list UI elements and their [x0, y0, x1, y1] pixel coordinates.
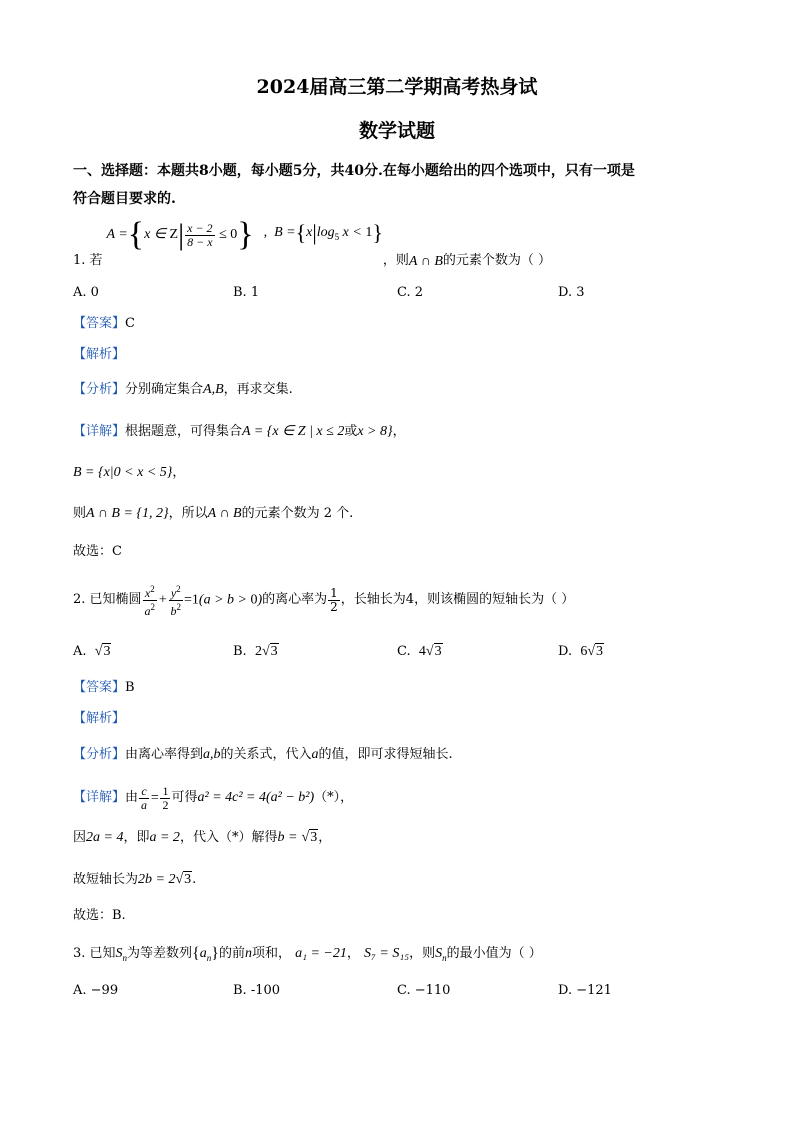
section-heading-line1: 一、选择题：本题共8小题，每小题5分，共40分.在每小题给出的四个选项中，只有一项是 [73, 163, 635, 179]
q2-analysis-tag: 【解析】 [73, 711, 126, 726]
q1-option-c: C. 2 [397, 285, 424, 300]
q1-fenxi: 【分析】分别确定集合A,B，再求交集. [73, 382, 293, 397]
q2-detail-line2: 因2a = 4，即a = 2，代入（*）解得b = √3， [73, 830, 332, 845]
q3-option-d: D. −121 [558, 983, 612, 998]
q2-ellipse-equation: $\frac{x^2}{a^2}$ + $\frac{y^2}{b^2}$ =1(a > b > 0) [144, 583, 263, 618]
q1-stem-end: 的元素个数为（ ） [442, 253, 552, 268]
page-subtitle: 数学试题 [358, 120, 435, 142]
q2-option-a: A. √3 [73, 644, 111, 659]
q1-option-d: D. 3 [558, 285, 585, 300]
q1-tail: ，则 [382, 253, 409, 268]
q2-option-d: D. 6√3 [558, 644, 604, 659]
q3-option-c: C. −110 [397, 983, 451, 998]
q1-analysis-tag: 【解析】 [73, 347, 126, 362]
q1-set-b: , $B =\{x|\log_5$ x < 1} [263, 219, 383, 245]
question-1-stem [73, 216, 551, 272]
question-3-stem: 3. 已知$S_n$为等差数列$\{a_n\}$的前n项和， a₁ = −21， S₇ = S₁₅，则$S_n$的最小值为（ ） [73, 945, 542, 964]
q2-answer: 【答案】B [73, 680, 135, 695]
q1-detail: 【详解】根据题意，可得集合A = {x ∈ Z | x ≤ 2或x > 8}， [73, 424, 406, 439]
q3-option-b: B. -100 [233, 983, 281, 998]
q1-option-b: B. 1 [233, 285, 260, 300]
q1-answer [73, 316, 135, 332]
question-2-stem: 2. 已知椭圆 $\frac{x^2}{a^2}$ + $\frac{y^2}{b^2}$ =1(a > b > 0) 的离心率为 $\frac{1}{2}$ ，长轴长为4，则该椭圆的短轴长为（ ） [73, 583, 575, 618]
q1-intersection: A ∩ B [408, 254, 443, 269]
q1-intersection-result: 则A ∩ B = {1, 2}，所以A ∩ B的元素个数为 2 个. [73, 506, 354, 521]
section-heading-line2: 符合题目要求的. [73, 191, 176, 207]
q1-choose: 故选：C [73, 544, 122, 559]
q2-eccentricity: $\frac{1}{2}$ [330, 585, 338, 614]
q2-choose: 故选：B. [73, 908, 126, 923]
q2-option-c: C. 4√3 [397, 644, 442, 659]
q1-set-a: A ={x ∈ Z| $\frac{x - 2}{8 - x}$ ≤ 0} [106, 216, 254, 253]
q1-option-a: A. 0 [73, 285, 99, 300]
q2-fenxi: 【分析】由离心率得到a,b的关系式，代入a的值，即可求得短轴长. [73, 747, 453, 762]
q1-number: 1. 若 [73, 253, 103, 268]
q1-set-b-result: B = {x|0 < x < 5}， [73, 465, 186, 480]
page-title: 2024届高三第二学期高考热身试 [256, 76, 538, 98]
q2-option-b: B. 2√3 [233, 644, 278, 659]
answer-value: C [125, 316, 135, 331]
q2-detail: 【详解】 由 $\frac{c}{a}$ = $\frac{1}{2}$ 可得 a² = 4c² = 4(a² − b²) （*）， [73, 783, 354, 812]
answer-tag: 【答案】 [73, 316, 126, 331]
q2-detail-line3: 故短轴长为2b = 2√3. [73, 872, 197, 887]
q3-option-a: A. −99 [73, 983, 119, 998]
